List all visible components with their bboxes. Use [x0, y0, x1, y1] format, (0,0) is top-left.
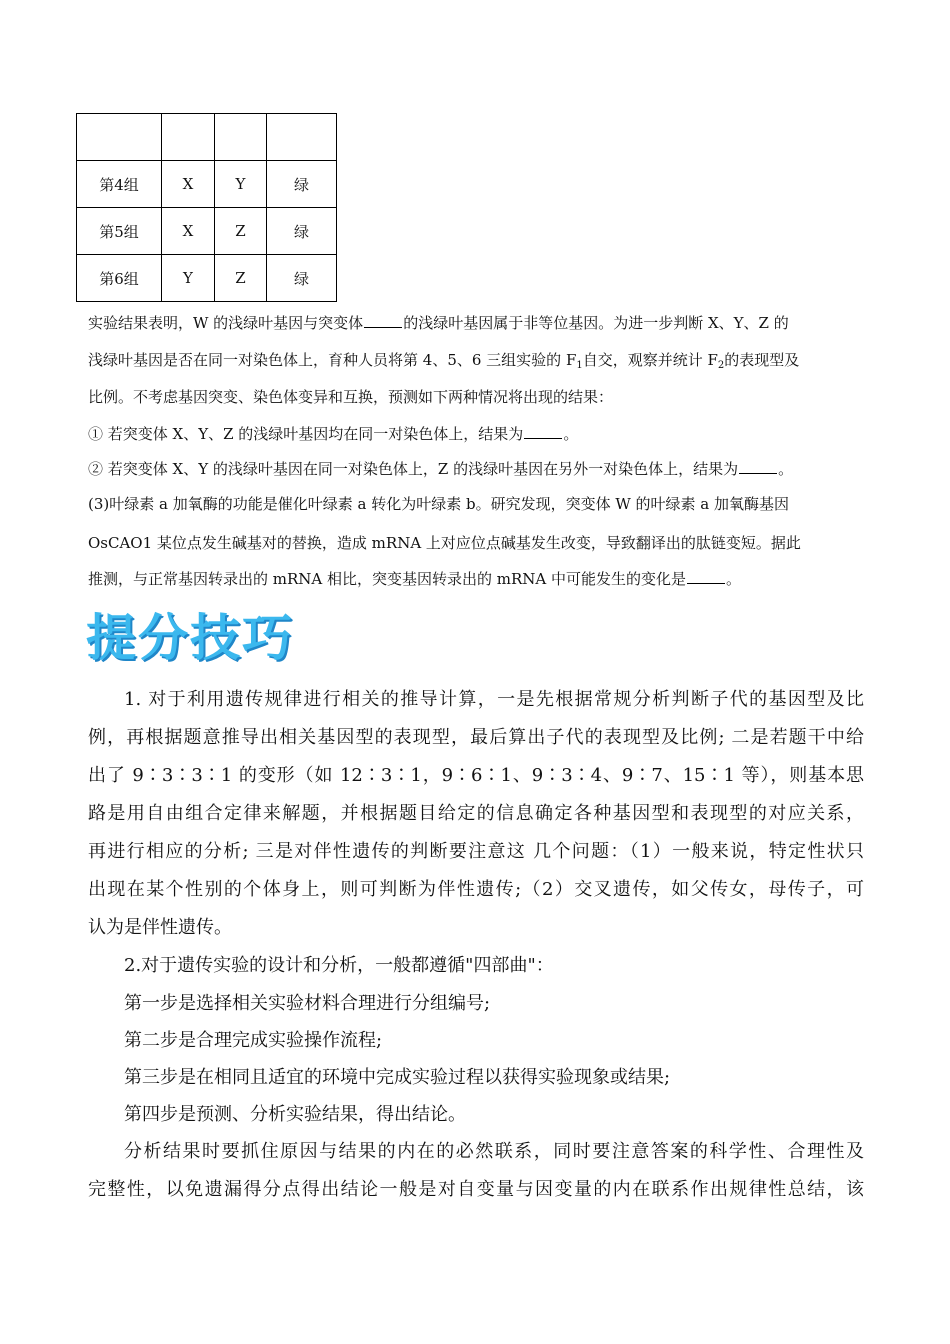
tips-line: 完整性，以免遗漏得分点得出结论一般是对自变量与因变量的内在联系作出规律性总结，该 — [88, 1179, 864, 1200]
table-cell: Y — [162, 255, 215, 302]
experiment-table — [76, 113, 337, 302]
text-span: 推测，与正常基因转录出的 mRNA 相比，突变基因转录出的 mRNA 中可能发生的变化是 — [88, 570, 687, 588]
text-span: 自交，观察并统计 F — [582, 351, 718, 369]
table-row — [77, 208, 337, 255]
text-span: 。 — [563, 425, 579, 443]
tips-line: 出现在某个性别的个体身上，则可判断为伴性遗传;（2）交叉遗传，如父传女，母传子，可 — [88, 879, 864, 900]
tips-line: 出了 9∶3∶3∶1 的变形（如 12∶3∶1，9∶6∶1、9∶3∶4、9∶7、15∶1 等），则基本思 — [88, 765, 864, 786]
tips-line: 再进行相应的分析; 三是对伴性遗传的判断要注意这 几个问题：（1）一般来说，特定性状只 — [88, 841, 864, 862]
question-line: OsCAO1 某位点发生碱基对的替换，造成 mRNA 上对应位点碱基发生改变，导致翻译出的肽链变短。据此 — [88, 534, 801, 552]
table-header-row — [77, 114, 337, 161]
table-cell: Y — [215, 161, 267, 208]
tips-line: 路是用自由组合定律来解题，并根据题目给定的信息确定各种基因型和表现型的对应关系， — [88, 803, 864, 824]
table-cell — [77, 114, 162, 161]
text-span: 。 — [778, 460, 794, 478]
answer-blank[interactable] — [739, 459, 777, 474]
answer-blank[interactable] — [364, 313, 402, 328]
subscript: 1 — [576, 360, 583, 371]
tips-line: 例，再根据题意推导出相关基因型的表现型，最后算出子代的表现型及比例; 二是若题干中给 — [88, 727, 864, 748]
table-cell — [215, 114, 267, 161]
text-span: 的浅绿叶基因属于非等位基因。为进一步判断 X、Y、Z 的 — [403, 314, 789, 332]
tips-line: 1. 对于利用遗传规律进行相关的推导计算，一是先根据常规分析判断子代的基因型及比 — [124, 689, 864, 710]
tips-heading-logo — [86, 606, 326, 670]
text-span: 浅绿叶基因是否在同一对染色体上，育种人员将第 4、5、6 三组实验的 F — [88, 351, 577, 369]
tips-line: 2.对于遗传实验的设计和分析，一般都遵循"四部曲"： — [124, 955, 554, 976]
table-cell: 第4组 — [77, 161, 162, 208]
text-span: ② 若突变体 X、Y 的浅绿叶基因在同一对染色体上，Z 的浅绿叶基因在另外一对染色体上，结果为 — [88, 460, 739, 478]
table-row — [77, 255, 337, 302]
table-cell: X — [162, 208, 215, 255]
answer-blank[interactable] — [524, 424, 562, 439]
table-cell: 绿 — [267, 161, 337, 208]
table-cell: Z — [215, 208, 267, 255]
answer-blank[interactable] — [687, 569, 725, 584]
step-line: 第三步是在相同且适宜的环境中完成实验过程以获得实验现象或结果; — [124, 1067, 671, 1088]
text-span: 。 — [726, 570, 742, 588]
question-line: (3)叶绿素 a 加氧酶的功能是催化叶绿素 a 转化为叶绿素 b。研究发现，突变体 W 的叶绿素 a 加氧酶基因 — [88, 495, 790, 513]
table-row — [77, 161, 337, 208]
step-line: 第二步是合理完成实验操作流程; — [124, 1030, 383, 1051]
question-line — [88, 459, 868, 479]
question-line — [88, 424, 868, 444]
heading-text: 提分技巧 — [86, 609, 294, 667]
step-line: 第一步是选择相关实验材料合理进行分组编号; — [124, 993, 491, 1014]
table-cell — [162, 114, 215, 161]
table-cell: 第6组 — [77, 255, 162, 302]
question-line — [88, 313, 868, 333]
table-cell: 绿 — [267, 208, 337, 255]
subscript: 2 — [717, 360, 725, 371]
text-span: ① 若突变体 X、Y、Z 的浅绿叶基因均在同一对染色体上，结果为 — [88, 425, 524, 443]
table-cell — [267, 114, 337, 161]
tips-line: 分析结果时要抓住原因与结果的内在的必然联系，同时要注意答案的科学性、合理性及 — [124, 1141, 864, 1162]
step-line: 第四步是预测、分析实验结果，得出结论。 — [124, 1104, 466, 1125]
tips-line: 认为是伴性遗传。 — [88, 917, 232, 938]
table-cell: 绿 — [267, 255, 337, 302]
text-span: 实验结果表明，W 的浅绿叶基因与突变体 — [88, 314, 364, 332]
question-line: 比例。不考虑基因突变、染色体变异和互换，预测如下两种情况将出现的结果： — [88, 388, 614, 406]
table-cell: 第5组 — [77, 208, 162, 255]
table-cell: X — [162, 161, 215, 208]
table-cell: Z — [215, 255, 267, 302]
question-line — [88, 350, 868, 376]
question-line — [88, 569, 868, 589]
text-span: 的表现型及 — [724, 351, 800, 369]
